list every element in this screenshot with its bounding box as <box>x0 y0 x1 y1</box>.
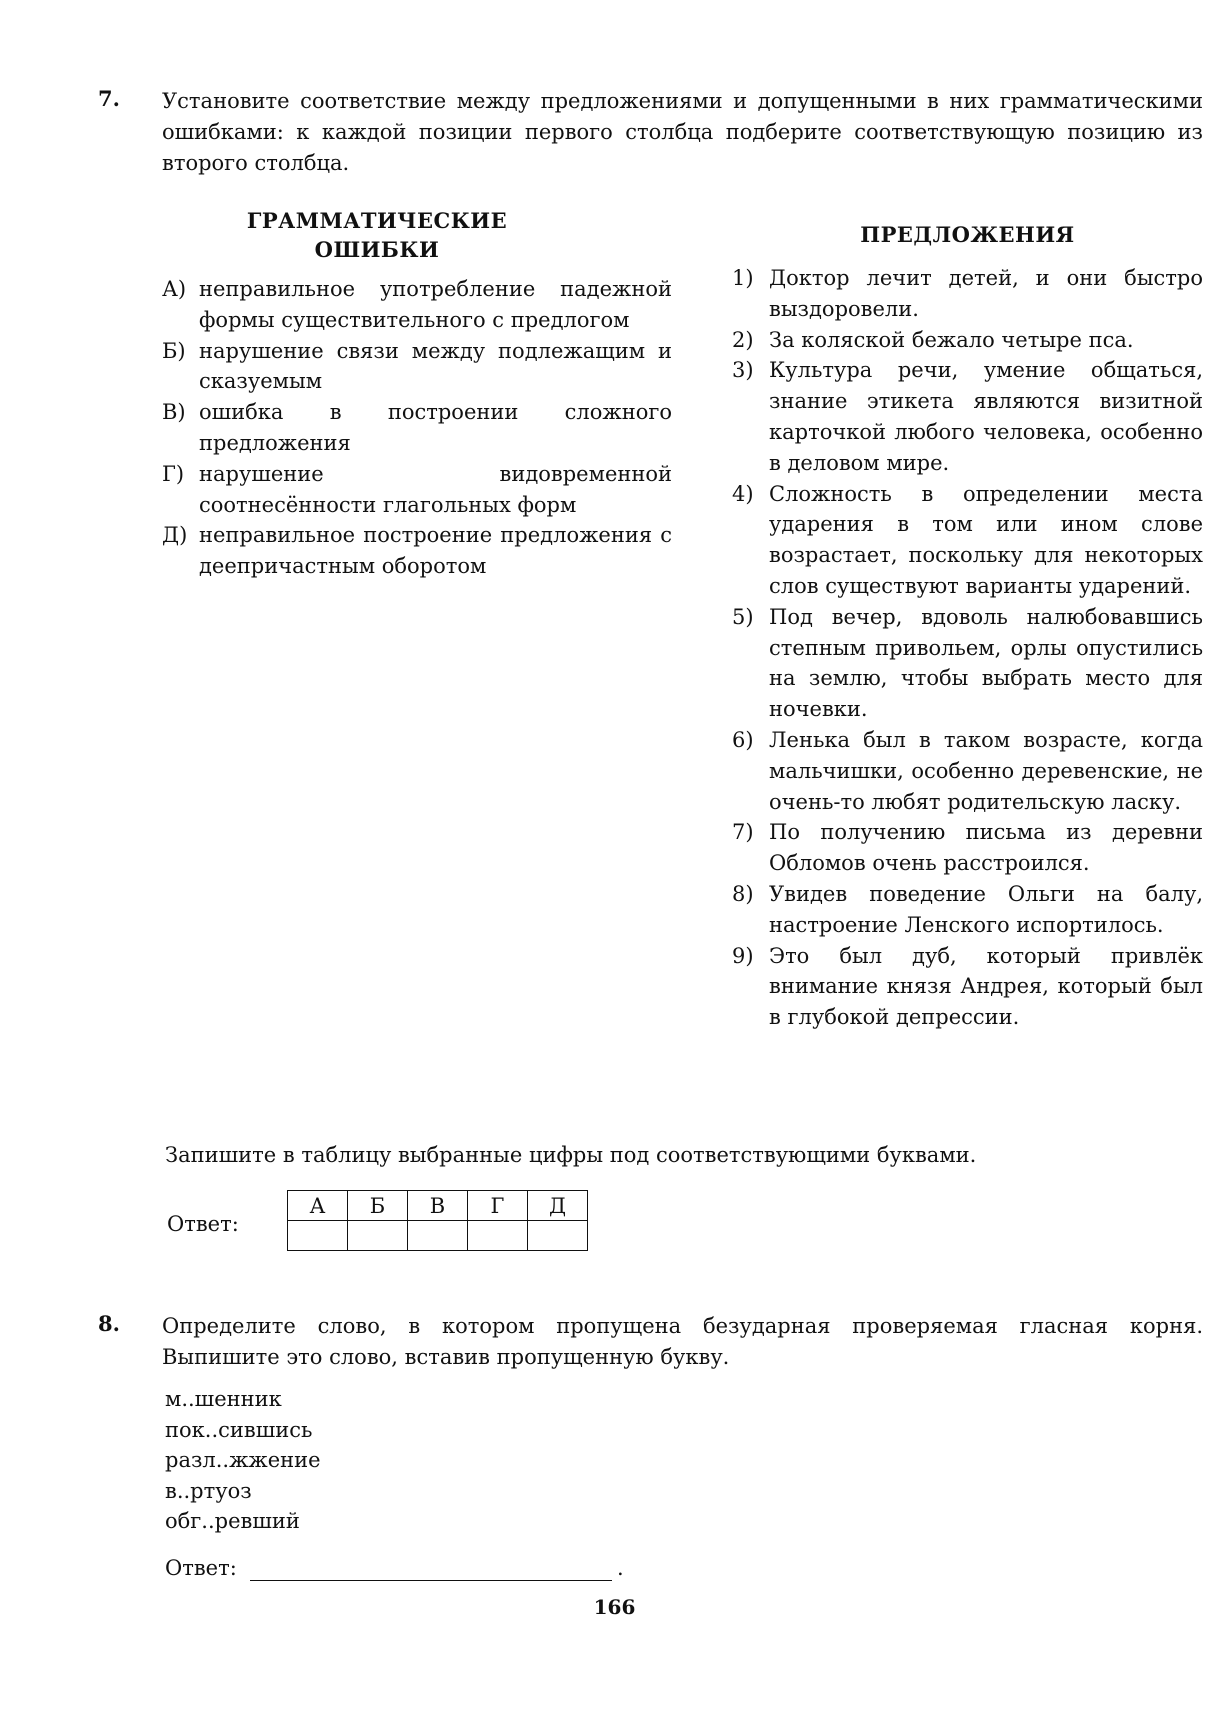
error-item <box>162 274 672 336</box>
item-text: Увидев поведение Ольги на балу, настроение Ленского испортилось. <box>769 881 1203 937</box>
task-number: 7. <box>98 86 120 111</box>
sentence-item <box>732 817 1203 879</box>
answer-header-cell: В <box>408 1191 468 1221</box>
errors-heading <box>122 206 632 264</box>
word-list <box>165 1384 321 1537</box>
item-text: неправильное построение предложения с деепричастным оборотом <box>199 523 672 579</box>
errors-list <box>162 274 672 582</box>
error-item <box>162 397 672 459</box>
item-text: Под вечер, вдоволь налюбовавшись степным привольем, орлы опустились на землю, чтобы выбрать место для ночевки. <box>769 604 1203 722</box>
errors-heading-line1: ГРАММАТИЧЕСКИЕ <box>246 208 508 233</box>
item-mark: 6) <box>732 727 754 752</box>
errors-column <box>162 206 672 582</box>
item-text: Это был дуб, который привлёк внимание князя Андрея, который был в глубокой депрессии. <box>769 943 1203 1030</box>
answer-value-cell-v[interactable] <box>408 1221 468 1251</box>
item-mark: В) <box>162 400 186 425</box>
sentence-item <box>732 263 1203 325</box>
item-mark: 4) <box>732 481 754 506</box>
matching-columns <box>162 206 1203 1126</box>
item-text: По получению письма из деревни Обломов очень расстроился. <box>769 820 1203 876</box>
sentence-item <box>732 355 1203 478</box>
answer-header-cell: А <box>288 1191 348 1221</box>
sentence-item <box>732 602 1203 725</box>
task-number: 8. <box>98 1311 120 1336</box>
item-text: нарушение связи между подлежащим и сказуемым <box>199 338 672 394</box>
task-8 <box>98 1311 1203 1373</box>
instruction-text: Запишите в таблицу выбранные цифры под соответствующими буквами. <box>165 1143 977 1167</box>
error-item <box>162 336 672 398</box>
sentence-item <box>732 725 1203 817</box>
item-text: ошибка в построении сложного предложения <box>199 400 672 455</box>
item-mark: 8) <box>732 881 754 906</box>
item-text: Ленька был в таком возрасте, когда мальчишки, особенно деревенские, не очень-то любят родительскую ласку. <box>769 727 1203 814</box>
answer-value-cell-g[interactable] <box>468 1221 528 1251</box>
item-mark: А) <box>162 277 187 301</box>
item-mark: 3) <box>732 358 754 383</box>
item-mark: Д) <box>162 523 188 548</box>
error-item <box>162 459 672 521</box>
item-mark: 2) <box>732 327 754 352</box>
item-mark: 1) <box>732 266 754 290</box>
answer-header-cell: Г <box>468 1191 528 1221</box>
answer-header-cell: Д <box>528 1191 588 1221</box>
answer-value-cell-a[interactable] <box>288 1221 348 1251</box>
item-mark: Г) <box>162 461 185 486</box>
task7-answer-label: Ответ: <box>167 1212 239 1236</box>
sentence-item <box>732 479 1203 602</box>
task8-answer-label: Ответ: <box>165 1556 237 1580</box>
errors-heading-line2: ОШИБКИ <box>314 237 440 262</box>
sentence-item <box>732 879 1203 941</box>
page-number: 166 <box>593 1595 636 1619</box>
item-text: нарушение видовременной соотнесённости глагольных форм <box>199 461 672 517</box>
task-7 <box>98 86 1203 179</box>
word-option: обг..ревший <box>165 1509 300 1533</box>
answer-line[interactable] <box>250 1580 612 1581</box>
item-mark: 7) <box>732 820 754 845</box>
item-mark: Б) <box>162 338 186 363</box>
answer-end-dot: . <box>617 1556 624 1580</box>
word-option: разл..жжение <box>165 1448 321 1472</box>
item-text: За коляской бежало четыре пса. <box>769 327 1134 352</box>
item-text: Культура речи, умение общаться, знание этикета являются визитной карточкой любого человека, особенно в деловом мире. <box>769 358 1203 475</box>
item-text: неправильное употребление падежной формы существительного с предлогом <box>199 277 672 332</box>
sentence-item <box>732 325 1203 356</box>
answer-table <box>287 1190 588 1251</box>
sentences-column <box>732 206 1203 1033</box>
sentences-heading: ПРЕДЛОЖЕНИЯ <box>860 222 1075 247</box>
task-text: Определите слово, в котором пропущена безударная проверяемая гласная корня. Выпишите это слово, вставив пропущенную букву. <box>162 1314 1203 1369</box>
item-text: Доктор лечит детей, и они быстро выздоровели. <box>769 266 1203 321</box>
task-text: Установите соответствие между предложениями и допущенными в них грамматическими ошибками: к каждой позиции первого столбца подберите соответствующую позицию из второго столбца. <box>162 89 1203 175</box>
answer-value-cell-d[interactable] <box>528 1221 588 1251</box>
sentence-item <box>732 941 1203 1033</box>
word-option: м..шенник <box>165 1387 282 1411</box>
answer-header-cell: Б <box>348 1191 408 1221</box>
item-mark: 9) <box>732 943 754 968</box>
item-mark: 5) <box>732 604 754 629</box>
answer-table-header-row <box>288 1191 588 1221</box>
word-option: в..ртуоз <box>165 1478 252 1503</box>
sentences-list <box>732 263 1203 1033</box>
item-text: Сложность в определении места ударения в том или ином слове возрастает, поскольку для некоторых слов существуют варианты ударений. <box>769 481 1203 598</box>
word-option: пок..сившись <box>165 1417 313 1442</box>
answer-value-cell-b[interactable] <box>348 1221 408 1251</box>
answer-table-value-row <box>288 1221 588 1251</box>
error-item <box>162 520 672 582</box>
